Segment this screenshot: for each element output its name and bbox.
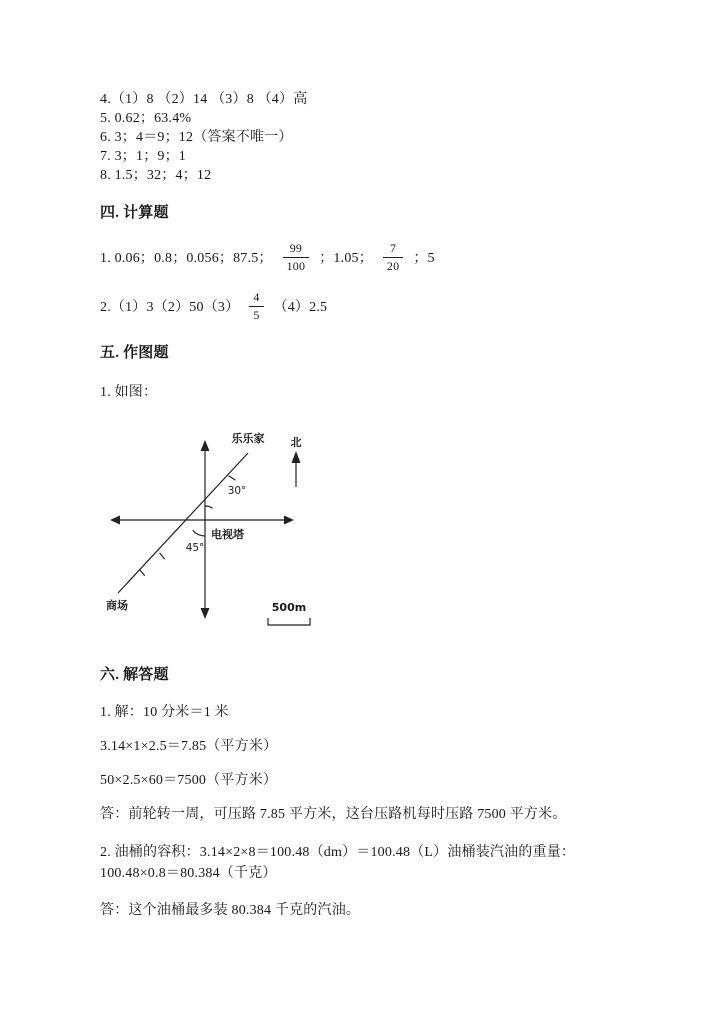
calc-answer-1 bbox=[100, 238, 435, 276]
label-scale: 500m bbox=[271, 601, 307, 614]
map-diagram-svg bbox=[85, 425, 325, 640]
axis-arrowhead-down-icon bbox=[201, 608, 210, 619]
calc-answer-1-text-c: ；5 bbox=[413, 251, 435, 266]
label-north: 北 bbox=[290, 436, 302, 449]
angle-arc-45 bbox=[193, 530, 205, 536]
calc-answer-2 bbox=[100, 287, 327, 325]
fraction-denominator: 100 bbox=[286, 258, 306, 273]
fraction-denominator: 20 bbox=[386, 258, 400, 273]
fraction-numerator: 99 bbox=[283, 241, 310, 257]
answer-line-8: 8. 1.5；32；4；12 bbox=[100, 168, 212, 183]
fraction-4-5 bbox=[249, 290, 263, 322]
distance-tick bbox=[140, 570, 145, 576]
section-title-solutions: 六. 解答题 bbox=[100, 667, 169, 683]
label-angle-30: 30° bbox=[227, 485, 247, 497]
solution-line: 3.14×1×2.5＝7.85（平方米） bbox=[100, 739, 278, 754]
answer-line-7: 7. 3；1；9；1 bbox=[100, 149, 186, 164]
axis-arrowhead-up-icon bbox=[201, 440, 210, 451]
calc-answer-2-text-a: 2.（1）3（2）50（3） bbox=[100, 300, 240, 315]
map-diagram bbox=[85, 425, 325, 640]
north-arrowhead-icon bbox=[292, 451, 301, 463]
angle-arc-30 bbox=[205, 506, 213, 508]
fraction-denominator: 5 bbox=[253, 307, 260, 322]
axis-arrowhead-left-icon bbox=[110, 516, 120, 525]
solution-line: 答：这个油桶最多装 80.384 千克的汽油。 bbox=[100, 903, 361, 918]
fraction-99-100 bbox=[283, 241, 310, 273]
calc-answer-2-text-b: （4）2.5 bbox=[273, 300, 328, 315]
solution-line: 100.48×0.8＝80.384（千克） bbox=[100, 866, 277, 881]
label-angle-45: 45° bbox=[185, 542, 205, 554]
distance-tick bbox=[229, 476, 236, 480]
section-title-calculation: 四. 计算题 bbox=[100, 205, 169, 221]
scale-bracket bbox=[268, 618, 310, 625]
label-mall: 商场 bbox=[106, 599, 128, 612]
label-tower: 电视塔 bbox=[211, 528, 244, 541]
fraction-numerator: 7 bbox=[383, 241, 403, 257]
calc-answer-1-text-a: 1. 0.06；0.8；0.056；87.5； bbox=[100, 251, 273, 266]
solution-line: 1. 解：10 分米＝1 米 bbox=[100, 705, 229, 720]
axis-arrowhead-right-icon bbox=[284, 516, 294, 525]
distance-tick bbox=[160, 553, 165, 559]
solution-line: 答：前轮转一周，可压路 7.85 平方米，这台压路机每时压路 7500 平方米。 bbox=[100, 807, 567, 822]
solution-line: 2. 油桶的容积：3.14×2×8＝100.48（dm）＝100.48（L）油桶装汽油的重量： bbox=[100, 845, 576, 860]
answer-line-4: 4.（1）8 （2）14 （3）8 （4）高 bbox=[100, 92, 308, 107]
route-line bbox=[118, 453, 248, 593]
solution-line: 50×2.5×60＝7500（平方米） bbox=[100, 773, 278, 788]
answer-line-6: 6. 3；4＝9；12（答案不唯一） bbox=[100, 130, 293, 145]
section-title-drawing: 五. 作图题 bbox=[100, 345, 169, 361]
drawing-intro: 1. 如图： bbox=[100, 385, 158, 400]
calc-answer-1-text-b: ；1.05； bbox=[319, 251, 373, 266]
label-home: 乐乐家 bbox=[231, 432, 265, 445]
fraction-numerator: 4 bbox=[249, 290, 263, 306]
answer-line-5: 5. 0.62；63.4% bbox=[100, 111, 192, 126]
fraction-7-20 bbox=[383, 241, 403, 273]
